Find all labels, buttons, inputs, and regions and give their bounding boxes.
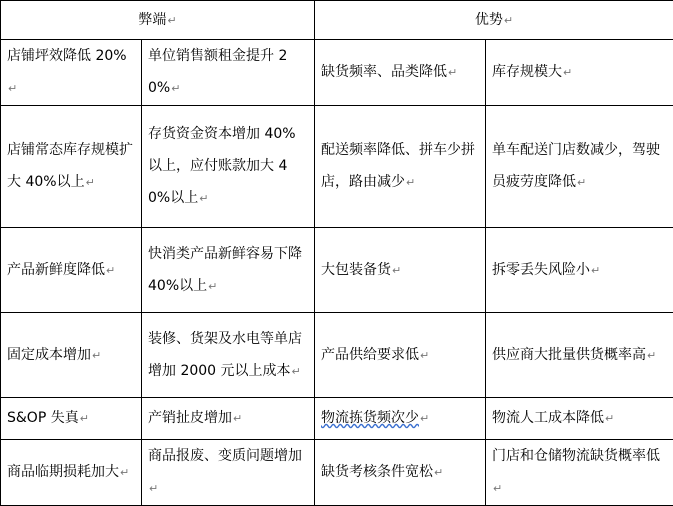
table-cell <box>1 40 142 106</box>
paragraph-mark: ↵ <box>577 176 586 189</box>
table-cell <box>1 398 142 440</box>
paragraph-mark: ↵ <box>504 14 513 27</box>
paragraph-mark: ↵ <box>80 412 89 425</box>
paragraph-mark: ↵ <box>605 412 614 425</box>
table-cell <box>1 313 142 398</box>
table-cell <box>486 440 673 506</box>
cell-text: 库存规模大 <box>492 64 562 80</box>
table-cell <box>1 228 142 313</box>
paragraph-mark: ↵ <box>92 349 101 362</box>
table-cell <box>486 313 673 398</box>
cell-text: 产品供给要求低 <box>321 347 419 363</box>
paragraph-mark: ↵ <box>167 14 176 27</box>
cell-text: 商品报废、变质问题增加 <box>148 448 302 464</box>
cell-text: 拆零丢失风险小 <box>492 262 590 278</box>
table-cell <box>315 106 486 228</box>
cell-text: 缺货频率、品类降低 <box>321 64 447 80</box>
table-cell <box>142 40 315 106</box>
paragraph-mark: ↵ <box>591 264 600 277</box>
cell-text: 单车配送门店数减少，驾驶员疲劳度降低 <box>492 142 660 190</box>
cell-text: 大包装备货 <box>321 262 391 278</box>
cell-text: 店铺常态库存规模扩大 40%以上 <box>7 142 133 190</box>
table-cell <box>486 106 673 228</box>
paragraph-mark: ↵ <box>647 349 656 362</box>
table-cell <box>142 440 315 506</box>
table-cell <box>142 106 315 228</box>
table-cell <box>315 440 486 506</box>
table-cell <box>315 398 486 440</box>
cell-text: 单位销售额租金提升 20% <box>148 48 287 96</box>
table-row <box>1 440 673 506</box>
cell-text: 物流人工成本降低 <box>492 410 604 426</box>
paragraph-mark: ↵ <box>199 192 208 205</box>
cell-text: 商品临期损耗加大 <box>7 464 119 480</box>
cell-text: 配送频率降低、拼车少拼店，路由减少 <box>321 142 475 190</box>
cell-text: 存货资金资本增加 40%以上，应付账款加大 40%以上 <box>148 126 296 206</box>
table-cell <box>486 398 673 440</box>
table-cell <box>315 40 486 106</box>
paragraph-mark: ↵ <box>171 82 180 95</box>
header-row <box>1 1 673 40</box>
table-row <box>1 228 673 313</box>
cell-text: S&OP 失真 <box>7 410 79 426</box>
table-cell <box>1 440 142 506</box>
paragraph-mark: ↵ <box>86 176 95 189</box>
cell-text: 店铺坪效降低 20% <box>7 48 127 64</box>
table-cell <box>1 106 142 228</box>
paragraph-mark: ↵ <box>493 482 502 495</box>
paragraph-mark: ↵ <box>106 264 115 277</box>
paragraph-mark: ↵ <box>292 365 301 378</box>
table-cell <box>315 228 486 313</box>
paragraph-mark: ↵ <box>8 82 17 95</box>
paragraph-mark: ↵ <box>420 349 429 362</box>
paragraph-mark: ↵ <box>420 412 429 425</box>
paragraph-mark: ↵ <box>208 280 217 293</box>
cell-text: 产品新鲜度降低 <box>7 262 105 278</box>
paragraph-mark: ↵ <box>392 264 401 277</box>
table-cell <box>486 228 673 313</box>
cell-text: 缺货考核条件宽松 <box>321 464 433 480</box>
cell-text: 快消类产品新鲜容易下降 40%以上 <box>148 246 302 294</box>
cell-text: 供应商大批量供货概率高 <box>492 347 646 363</box>
disadvantages-header <box>1 1 315 40</box>
paragraph-mark: ↵ <box>233 412 242 425</box>
table-cell <box>142 398 315 440</box>
paragraph-mark: ↵ <box>434 466 443 479</box>
paragraph-mark: ↵ <box>406 176 415 189</box>
table-cell <box>142 313 315 398</box>
table-row <box>1 106 673 228</box>
advantages-header-text: 优势 <box>475 12 503 28</box>
cell-text: 装修、货架及水电等单店增加 2000 元以上成本 <box>148 331 302 379</box>
table-row <box>1 398 673 440</box>
table-cell <box>486 40 673 106</box>
table-cell <box>142 228 315 313</box>
table-row <box>1 40 673 106</box>
advantages-header <box>315 1 673 40</box>
cell-text: 固定成本增加 <box>7 347 91 363</box>
paragraph-mark: ↵ <box>563 66 572 79</box>
paragraph-mark: ↵ <box>448 66 457 79</box>
disadvantages-header-text: 弊端 <box>138 12 166 28</box>
cell-text: 产销扯皮增加 <box>148 410 232 426</box>
table-cell <box>315 313 486 398</box>
cell-text: 物流拣货频次少 <box>321 410 419 426</box>
paragraph-mark: ↵ <box>120 466 129 479</box>
paragraph-mark: ↵ <box>149 482 158 495</box>
table-row <box>1 313 673 398</box>
cell-text: 门店和仓储物流缺货概率低 <box>492 448 660 464</box>
